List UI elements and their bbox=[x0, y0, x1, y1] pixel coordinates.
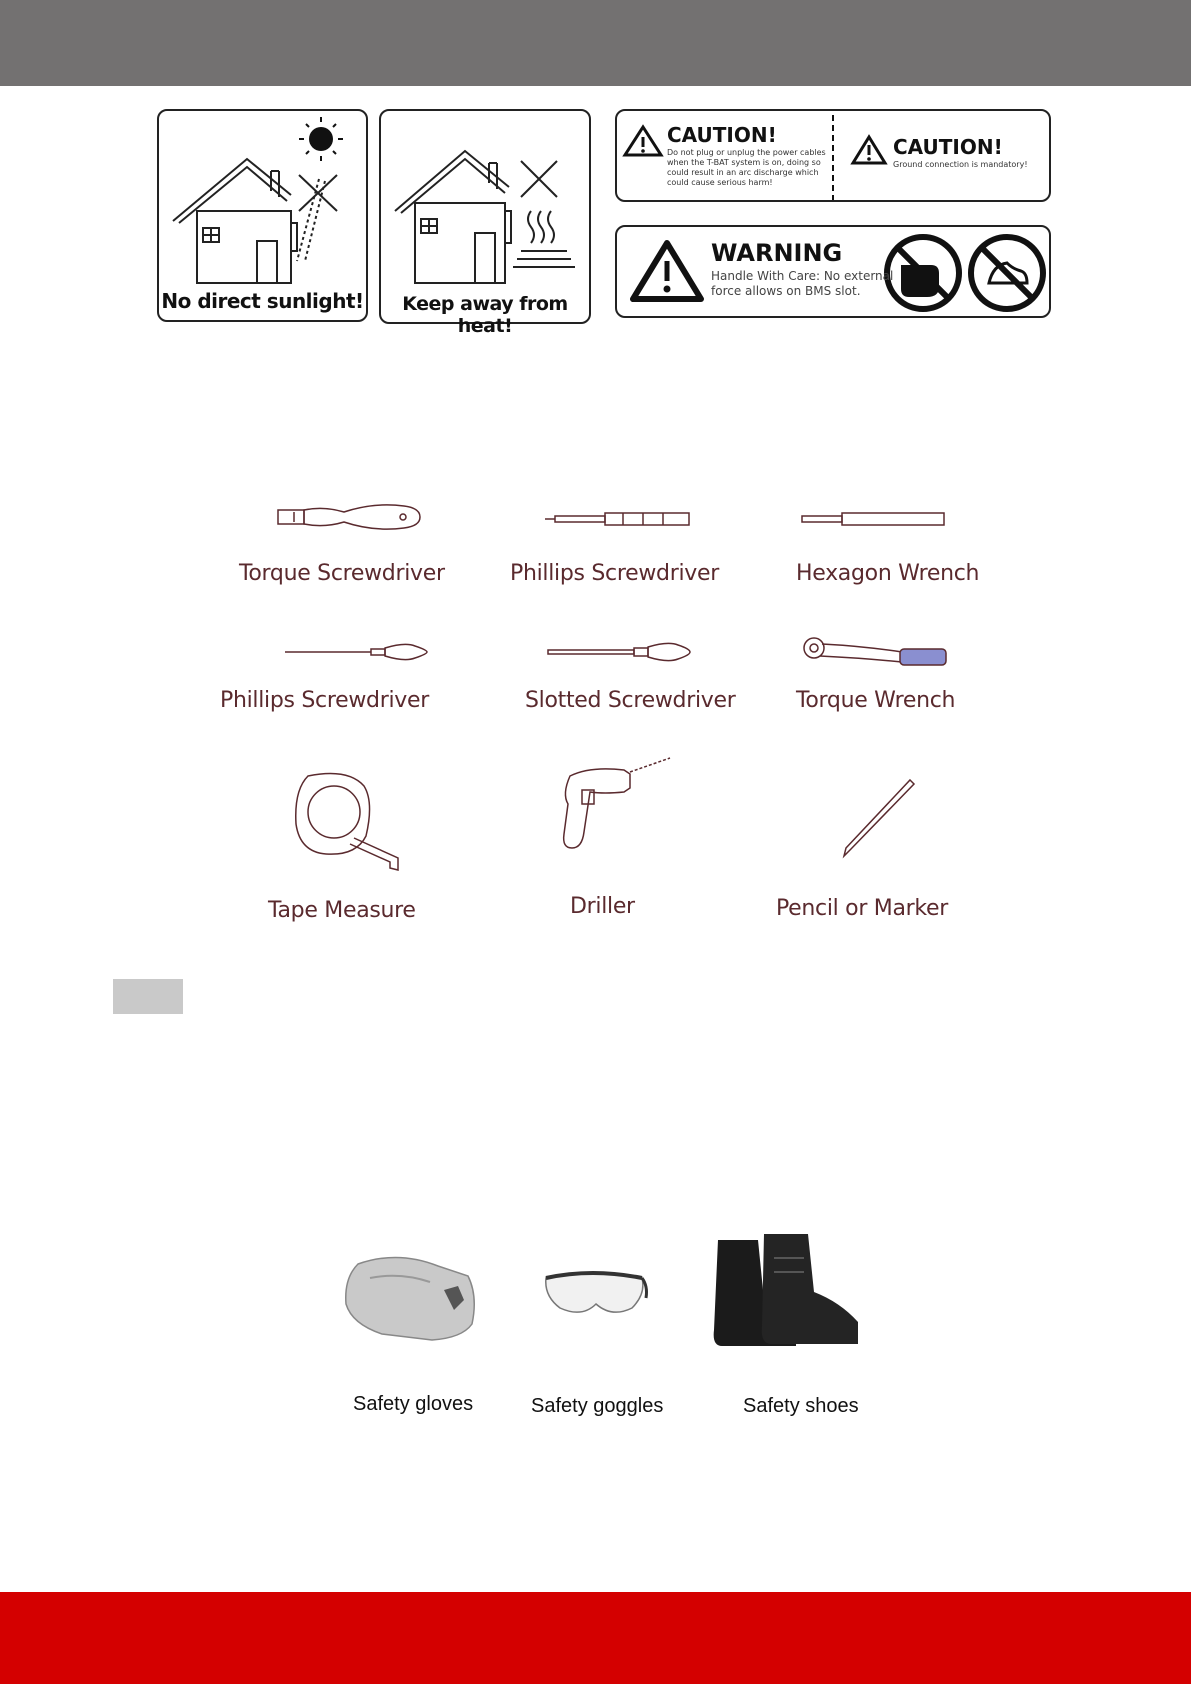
section-marker bbox=[113, 979, 183, 1014]
warning-panel bbox=[615, 225, 1051, 318]
caution-line: Do not plug or unplug the power cables bbox=[667, 148, 826, 157]
caution-line: when the T-BAT system is on, doing so bbox=[667, 158, 821, 167]
ppe-label: Safety goggles bbox=[531, 1395, 664, 1417]
caution-title-left: CAUTION! bbox=[667, 123, 777, 147]
caution-panel bbox=[615, 109, 1051, 202]
tool-label: Tape Measure bbox=[268, 898, 416, 923]
torque-screwdriver-icon bbox=[276, 498, 424, 536]
sunlight-caption: No direct sunlight! bbox=[161, 289, 364, 313]
keep-away-heat-sign bbox=[379, 109, 591, 337]
tool-label: Hexagon Wrench bbox=[796, 561, 980, 586]
caution-title-right: CAUTION! bbox=[893, 135, 1003, 159]
safety-shoes-icon bbox=[708, 1228, 868, 1356]
torque-wrench-icon bbox=[800, 636, 950, 672]
phillips-screwdriver-icon bbox=[543, 508, 691, 530]
caution-line: could cause serious harm! bbox=[667, 178, 773, 187]
tape-measure-icon bbox=[294, 768, 420, 874]
slotted-screwdriver-icon bbox=[546, 640, 692, 664]
safety-goggles-icon bbox=[540, 1262, 650, 1324]
tool-label: Phillips Screwdriver bbox=[220, 688, 429, 713]
no-sunlight-sign bbox=[157, 109, 368, 322]
ppe-label: Safety gloves bbox=[353, 1393, 474, 1415]
hexagon-wrench-icon bbox=[800, 510, 948, 528]
caution-line: could result in an arc discharge which bbox=[667, 168, 819, 177]
safety-gloves-icon bbox=[340, 1250, 484, 1348]
heat-caption: Keep away from heat! bbox=[402, 293, 568, 337]
phillips-screwdriver-long-icon bbox=[283, 640, 429, 664]
caution-text-right: Ground connection is mandatory! bbox=[893, 160, 1028, 169]
warning-text bbox=[711, 269, 893, 299]
warning-line: Handle With Care: No external bbox=[711, 269, 894, 283]
no-shoe-icon bbox=[971, 237, 1043, 309]
driller-icon bbox=[560, 756, 676, 856]
footer-bar bbox=[0, 1592, 1191, 1684]
warning-line: force allows on BMS slot. bbox=[711, 284, 861, 298]
tool-label: Torque Screwdriver bbox=[239, 561, 445, 586]
tool-label: Slotted Screwdriver bbox=[525, 688, 736, 713]
tool-label: Phillips Screwdriver bbox=[510, 561, 719, 586]
warning-title: WARNING bbox=[711, 239, 843, 267]
caution-text-left bbox=[667, 148, 832, 188]
no-hand-icon bbox=[887, 237, 959, 309]
tool-label: Driller bbox=[570, 894, 635, 919]
tool-label: Torque Wrench bbox=[796, 688, 956, 713]
header-bar bbox=[0, 0, 1191, 86]
pencil-icon bbox=[840, 778, 916, 860]
tool-label: Pencil or Marker bbox=[776, 896, 949, 921]
ppe-label: Safety shoes bbox=[743, 1395, 859, 1417]
